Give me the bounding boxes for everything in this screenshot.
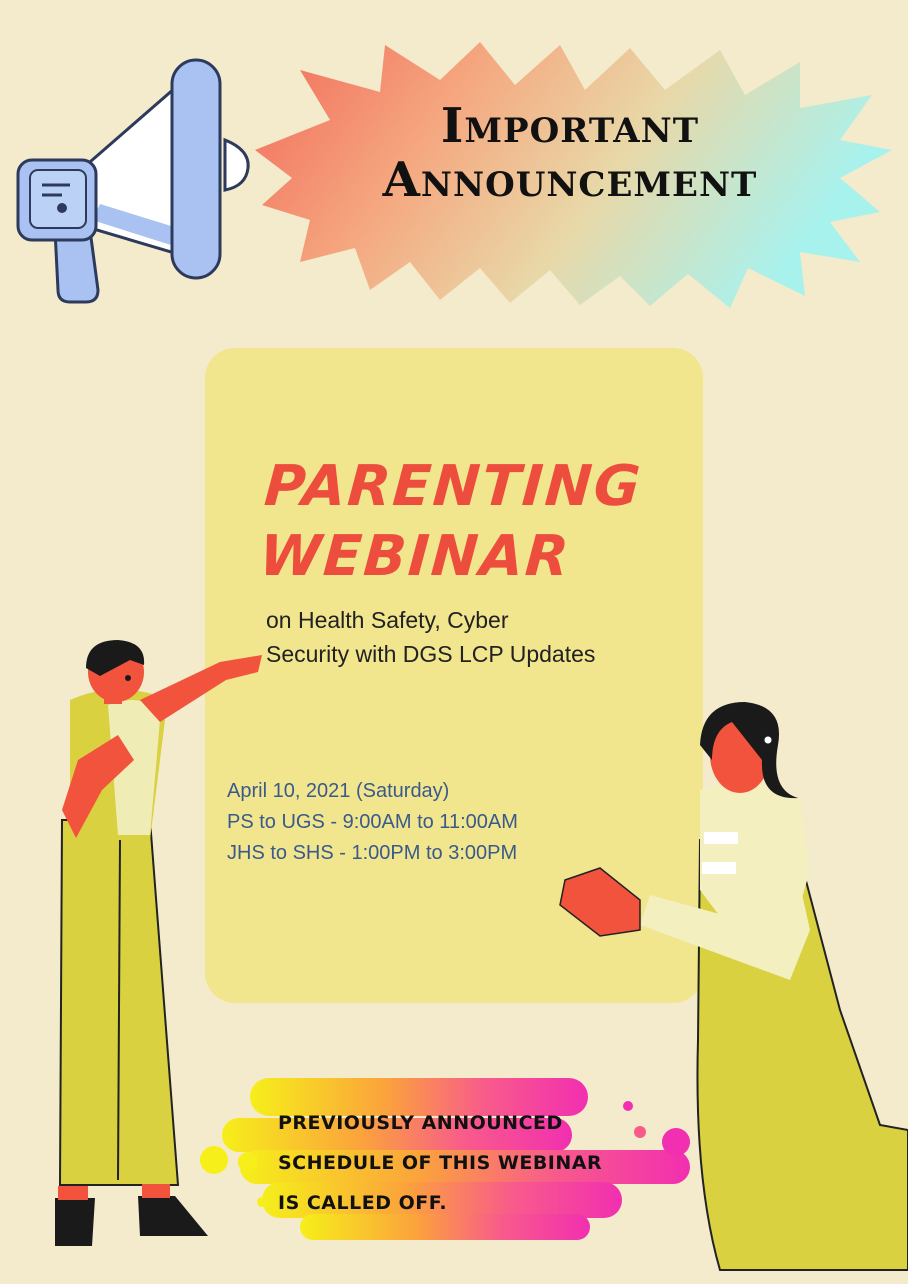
title-line-2: Announcement <box>382 152 758 208</box>
webinar-headline <box>257 452 644 592</box>
schedule-session-2: JHS to SHS - 1:00PM to 3:00PM <box>227 842 518 864</box>
schedule-session-1: PS to UGS - 9:00AM to 11:00AM <box>227 811 518 833</box>
webinar-subtitle <box>266 603 726 671</box>
notice-line-1: PREVIOUSLY ANNOUNCED <box>278 1112 563 1134</box>
announcement-title <box>300 100 840 208</box>
headline-line-1: PARENTING <box>262 454 645 519</box>
title-line-1: Important <box>440 98 700 154</box>
megaphone-icon <box>18 60 248 302</box>
notice-line-2: SCHEDULE OF THIS WEBINAR <box>278 1152 603 1174</box>
webinar-schedule <box>227 776 647 869</box>
headline-line-2: WEBINAR <box>257 524 573 589</box>
subtitle-line-1: on Health Safety, Cyber <box>266 607 509 633</box>
schedule-date: April 10, 2021 (Saturday) <box>227 780 450 802</box>
notice-line-3: IS CALLED OFF. <box>278 1192 448 1214</box>
subtitle-line-2: Security with DGS LCP Updates <box>266 641 596 667</box>
cancellation-notice <box>278 1103 608 1223</box>
